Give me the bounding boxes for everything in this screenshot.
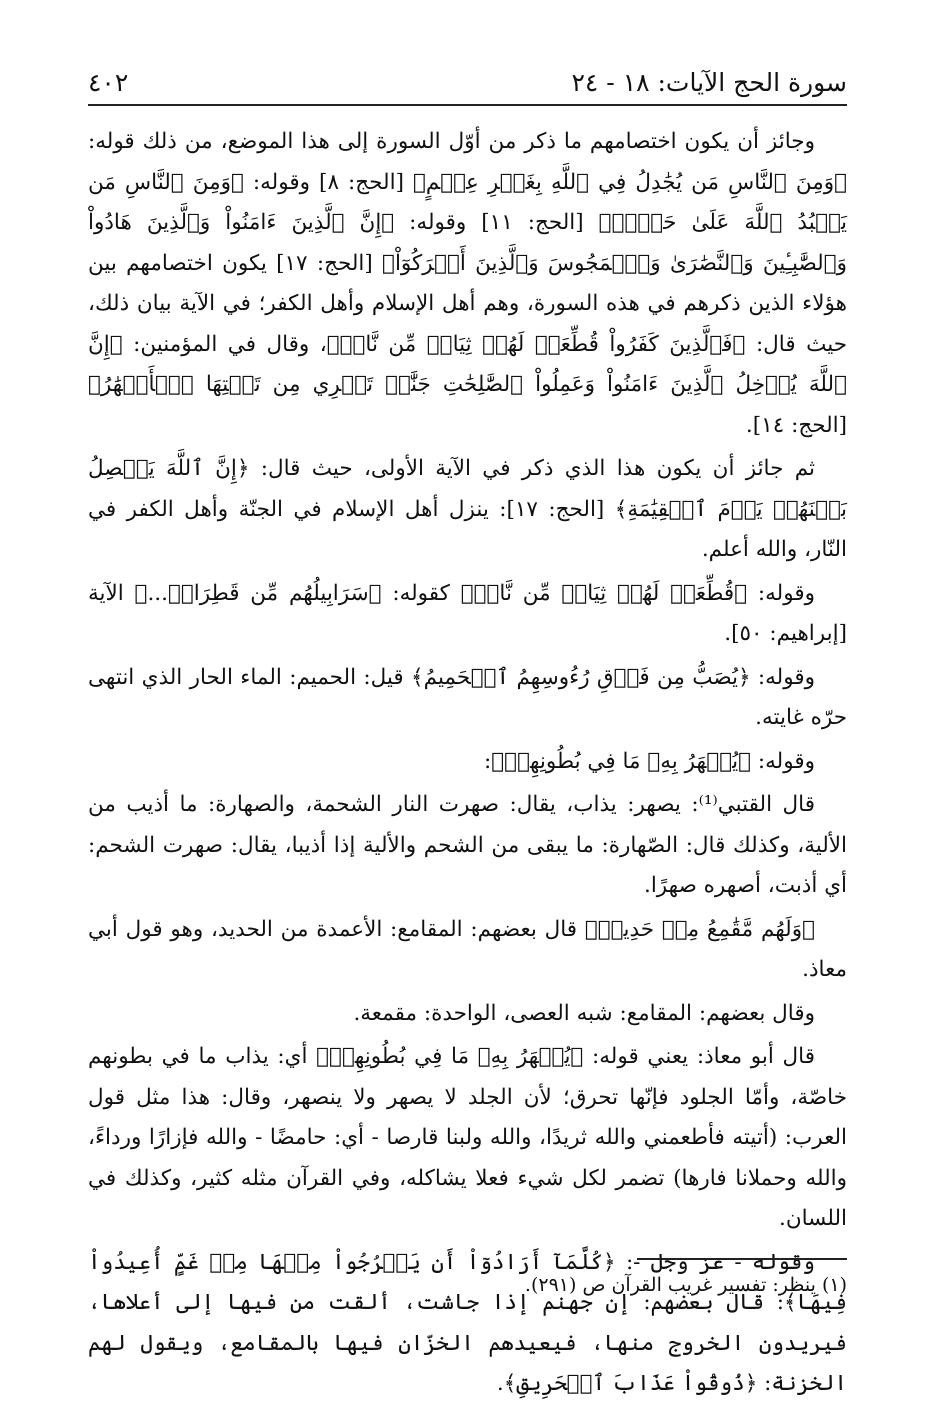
paragraph: ثم جائز أن يكون هذا الذي ذكر في الآية الأولى، حيث قال: ﴿إِنَّ ٱللَّهَ يَفۡصِلُ بَيۡنَهُمۡ يَوۡمَ ٱلۡقِيَٰمَةِ﴾ [الحج: ١٧]: ينزل أهل الإسلام في الجنّة وأهل الكفر في النّار، والله أعلم.	[88, 456, 847, 562]
paragraph: وجائز أن يكون اختصامهم ما ذكر من أوّل السورة إلى هذا الموضع، من ذلك قوله: ﴿وَمِنَ ٱلنَّاسِ مَن يُجَٰدِلُ فِي ٱللَّهِ بِغَيۡرِ عِلۡمٍ﴾ [الحج: ٨] وقوله: ﴿وَمِنَ ٱلنَّاسِ مَن يَعۡبُدُ ٱللَّهَ عَلَىٰ حَرۡفٖ﴾ [الحج: ١١] وقوله: ﴿إِنَّ ٱلَّذِينَ ءَامَنُواْ وَٱلَّذِينَ هَادُواْ وَٱلصَّٰبِـِٔينَ وَٱلنَّصَٰرَىٰ وَٱلۡمَجُوسَ وَٱلَّذِينَ أَشۡرَكُوٓاْ﴾ [الحج: ١٧] يكون اختصامهم بين هؤلاء الذين ذكرهم في هذه السورة، وهم أهل الإسلام وأهل الكفر؛ في الآية بيان ذلك، حيث قال: ﴿فَٱلَّذِينَ كَفَرُواْ قُطِّعَتۡ لَهُمۡ ثِيَابٞ مِّن نَّارٖ﴾، وقال في المؤمنين: ﴿إِنَّ ٱللَّهَ يُدۡخِلُ ٱلَّذِينَ ءَامَنُواْ وَعَمِلُواْ ٱلصَّٰلِحَٰتِ جَنَّٰتٖ تَجۡرِي مِن تَحۡتِهَا ٱلۡأَنۡهَٰرُ﴾ [الحج: ١٤].	[88, 129, 847, 438]
paragraph: وقوله - عز وجل -: ﴿كُلَّمَآ أَرَادُوٓاْ أَن يَخۡرُجُواْ مِنۡهَا مِنۡ غَمٍّ أُعِيدُواْ فِيهَا﴾: قال بعضهم: إن جهنم إذا جاشت، ألقت من فيها إلى أعلاها، فيريدون الخروج منها، فيعيدهم الخزّان فيها بالمقامع، ويقول لهم الخزنة: ﴿ذُوقُواْ عَذَابَ ٱلۡحَرِيقِ﴾.	[88, 1249, 847, 1396]
paragraph: قال القتبي⁽¹⁾: يصهر: يذاب، يقال: صهرت النار الشحمة، والصهارة: ما أذيب من الألية، وكذلك قال: الصّهارة: ما يبقى من الشحم والألية إذا أذيبا، يقال: صهرت الشحم: أي أذبت، أصهره صهرًا.	[88, 792, 847, 898]
footnote: (١) ينظر: تفسير غريب القرآن ص (٢٩١).	[524, 1274, 847, 1296]
header-divider	[88, 104, 847, 106]
page-header	[88, 62, 847, 102]
page-number: ٤٠٢	[88, 67, 129, 97]
running-title: سورة الحج الآيات: ١٨ - ٢٤	[571, 67, 847, 97]
paragraph: ﴿وَلَهُم مَّقَٰمِعُ مِنۡ حَدِيدٖ﴾ قال بعضهم: المقامع: الأعمدة من الحديد، وهو قول أبي معاذ.	[88, 916, 847, 982]
footnote-divider	[637, 1258, 847, 1260]
paragraph: وقوله: ﴿يُصَبُّ مِن فَوۡقِ رُءُوسِهِمُ ٱلۡحَمِيمُ﴾ قيل: الحميم: الماء الحار الذي انتهى حرّه غايته.	[88, 664, 847, 730]
page-body	[88, 122, 847, 1408]
paragraph: وقوله: ﴿يُصۡهَرُ بِهِۦ مَا فِي بُطُونِهِمۡ﴾:	[484, 748, 815, 774]
paragraph: وقوله: ﴿قُطِّعَتۡ لَهُمۡ ثِيَابٞ مِّن نَّارٖ﴾ كقوله: ﴿سَرَابِيلُهُم مِّن قَطِرَانٖ...﴾ الآية [إبراهيم: ٥٠].	[88, 580, 847, 646]
paragraph: وقال بعضهم: المقامع: شبه العصى، الواحدة: مقمعة.	[353, 1000, 815, 1026]
paragraph: قال أبو معاذ: يعني قوله: ﴿يُصۡهَرُ بِهِۦ مَا فِي بُطُونِهِمۡ﴾ أي: يذاب ما في بطونهم خاصّة، وأمّا الجلود فإنّها تحرق؛ لأن الجلد لا يصهر ولا ينصهر، وقال: هذا مثل قول العرب: (أتيته فأطعمني والله ثريدًا، والله ولبنا قارصا - أي: حامضًا - والله فإزارًا ورداءً، والله وحملانا فارها) تضمر لكل شيء فعلا يشاكله، وفي القرآن مثله كثير، وكذلك في اللسان.	[88, 1044, 847, 1231]
